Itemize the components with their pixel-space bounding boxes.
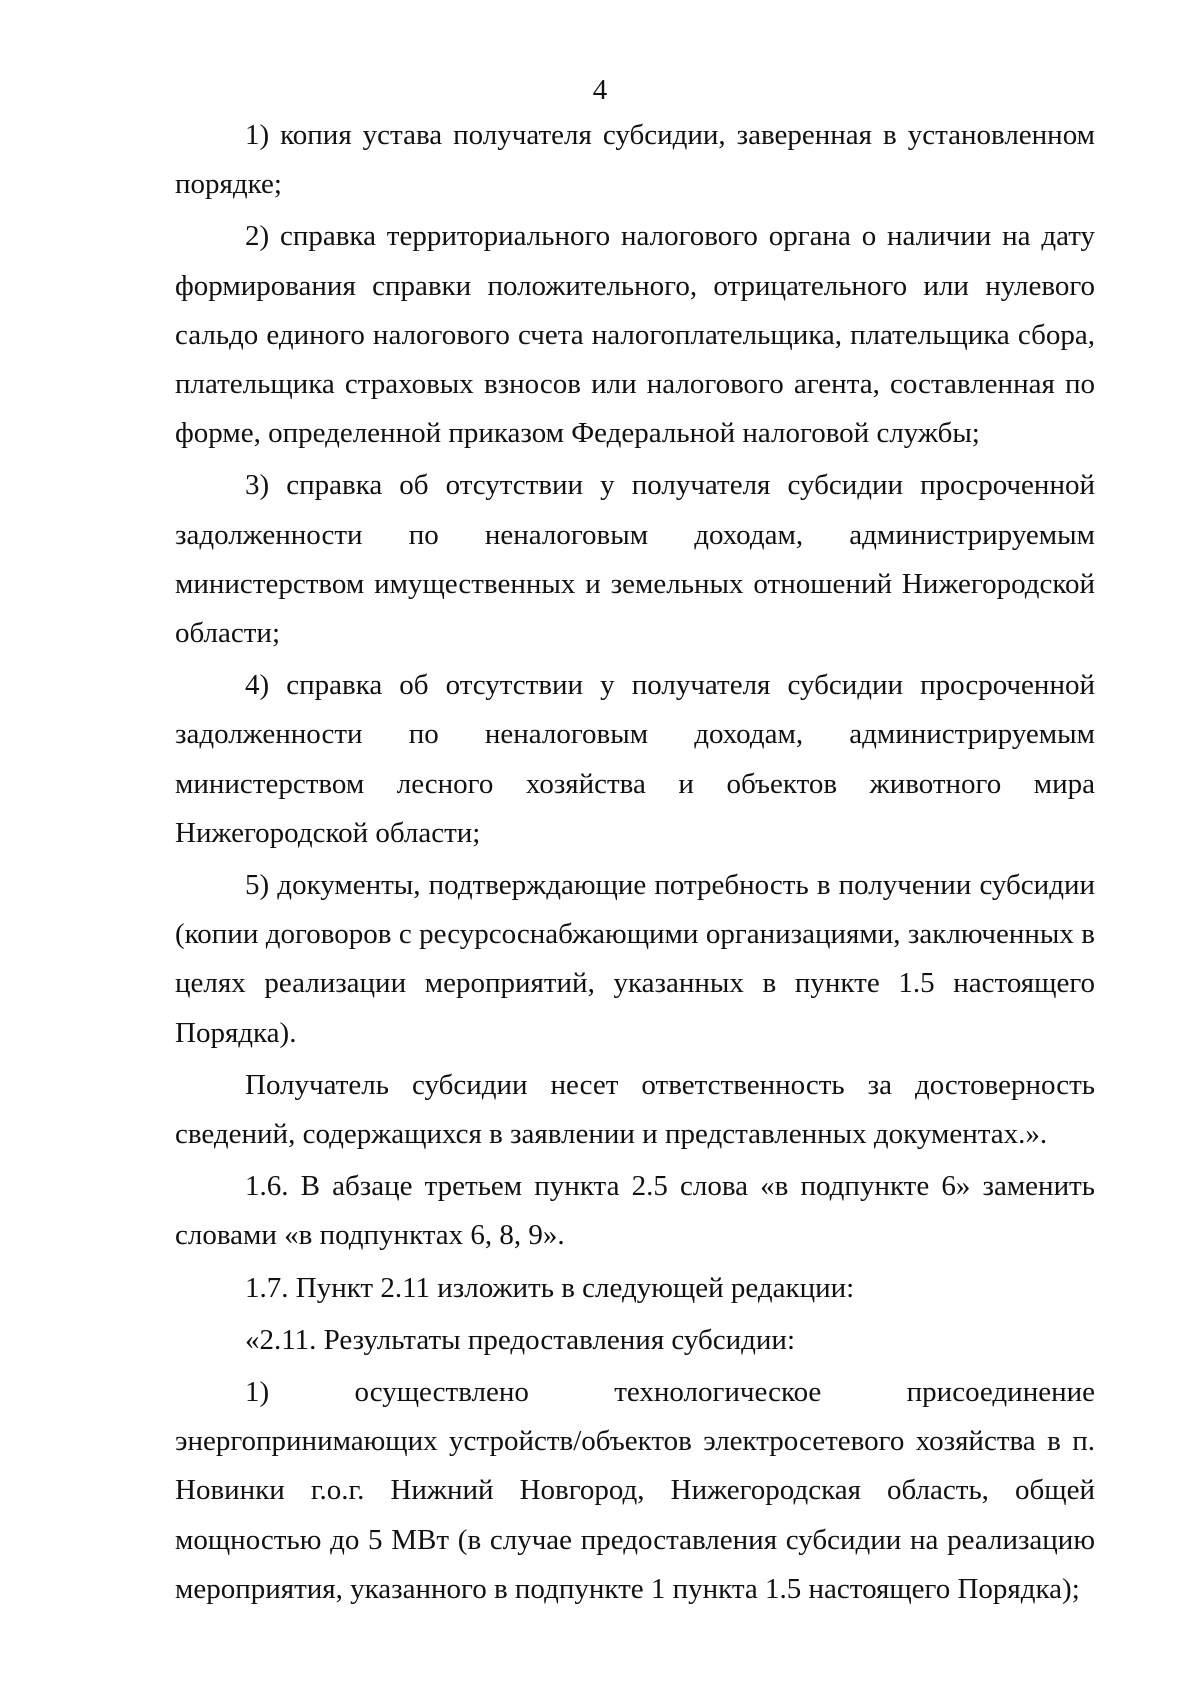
item-2-tax-certificate: 2) справка территориального налогового органа о наличии на дату формирования справки положительного, отрицательного или нулевого сальдо единого налогового счета налогоплательщика, плательщика сбора, плательщика страховых взносов или налогового агента, составленная по форме, определенной приказом Федеральной налоговой службы; (175, 220, 1095, 450)
responsibility-paragraph: Получатель субсидии несет ответственность за достоверность сведений, содержащихся в заявлении и представленных документах.». (175, 1068, 1095, 1151)
item-3-property-debt-certificate: 3) справка об отсутствии у получателя субсидии просроченной задолженности по неналоговым доходам, администрируемым министерством имущественных и земельных отношений Нижегородской области; (175, 469, 1095, 650)
item-1-charter-copy: 1) копия устава получателя субсидии, заверенная в установленном порядке; (175, 119, 1095, 201)
item-4-forestry-debt-certificate: 4) справка об отсутствии у получателя субсидии просроченной задолженности по неналоговым доходам, администрируемым министерством лесного хозяйства и объектов животного мира Нижегородской области; (175, 669, 1095, 849)
page-number: 4 (592, 74, 608, 106)
amendment-1-7: 1.7. Пункт 2.11 изложить в следующей редакции: (245, 1271, 855, 1304)
item-5-need-documents: 5) документы, подтверждающие потребность в получении субсидии (копии договоров с ресурсоснабжающими организациями, заключенных в целях реализации мероприятий, указанных в пункте 1.5 настоящего Порядка). (175, 869, 1095, 1049)
document-body (175, 111, 1095, 1617)
clause-2-11-item-1: 1) осуществлено технологическое присоединение энергопринимающих устройств/объектов электросетевого хозяйства в п. Новинки г.о.г. Нижний Новгород, Нижегородская область, общей мощностью до 5 МВт (в случае предоставления субсидии на реализацию мероприятия, указанного в подпункте 1 пункта 1.5 настоящего Порядка); (175, 1376, 1095, 1605)
clause-2-11-heading: «2.11. Результаты предоставления субсидии: (245, 1323, 796, 1356)
amendment-1-6: 1.6. В абзаце третьем пункта 2.5 слова «в подпункте 6» заменить словами «в подпунктах 6, 8, 9». (175, 1170, 1095, 1252)
